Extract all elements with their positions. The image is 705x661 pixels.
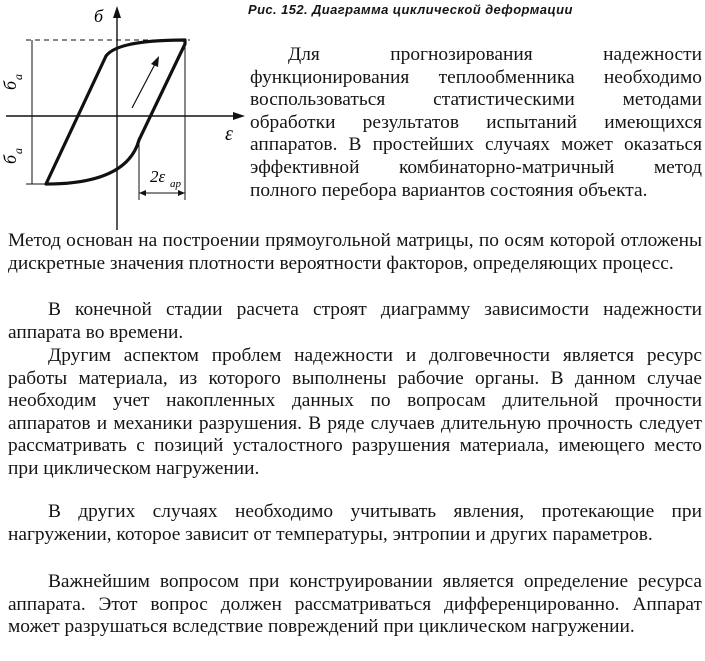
- paragraph-4: В других случаях необходимо учитывать явления, протекающие при нагружении, которое зависит от температуры, энтропии и других параметров.: [8, 501, 702, 545]
- strain-range-arrow-right: [178, 190, 185, 196]
- strain-axis-label: ε: [225, 123, 233, 145]
- hysteresis-loop: [46, 40, 185, 184]
- strain-range-arrow-left: [139, 190, 146, 196]
- strain-range-label: [150, 167, 182, 190]
- loading-path-line: [132, 64, 155, 108]
- strain-range-subscript: ap: [170, 178, 181, 190]
- amplitude-top-symbol: б: [0, 80, 20, 90]
- paragraph-5: Важнейшим вопросом при конструировании является определение ресурса аппарата. Этот вопрос должен рассматриваться дифференцированно. Аппарат может разрушаться вследствие повреждений при циклическом нагружении.: [8, 571, 702, 638]
- amplitude-bottom-symbol: б: [0, 154, 20, 164]
- strain-axis-arrow: [233, 112, 245, 120]
- hysteresis-diagram: [0, 0, 250, 232]
- amplitude-top-label: [0, 74, 25, 90]
- stress-axis-label: б: [94, 6, 104, 26]
- strain-range-symbol: 2ε: [150, 167, 166, 186]
- stress-axis-arrow: [113, 6, 121, 18]
- loading-path-arrow: [151, 56, 159, 67]
- cyclic-deformation-figure: [0, 0, 250, 232]
- paragraph-1-continuation: Метод основан на построении прямоугольной матрицы, по осям которой отложены дискретные значения плотности вероятности факторов, определяющих процесс.: [8, 230, 702, 274]
- amplitude-bottom-label: [0, 148, 25, 164]
- amplitude-bottom-subscript: a: [11, 148, 25, 154]
- amplitude-top-subscript: a: [11, 74, 25, 80]
- paragraph-2: В конечной стадии расчета строят диаграмму зависимости надежности аппарата во времени.: [8, 299, 702, 343]
- paragraph-3: Другим аспектом проблем надежности и долговечности является ресурс работы материала, из которого выполнены рабочие органы. В данном случае необходим учет накопленных данных по вопросам длительной прочности аппаратов и механики разрушения. В ряде случаев длительную прочность следует рассматривать с позиций усталостного разрушения материала, имеющего место при циклическом нагружении.: [8, 345, 702, 479]
- paragraph-1-right-column: Для прогнозирования надежности функционирования теплообменника необходимо воспользоваться статистическими методами обработки результатов испытаний имеющихся аппаратов. В простейших случаях может оказаться эффективной комбинаторно-матричный метод полного перебора вариантов состояния объекта.: [250, 44, 702, 201]
- figure-caption: Рис. 152. Диаграмма циклической деформации: [248, 2, 573, 17]
